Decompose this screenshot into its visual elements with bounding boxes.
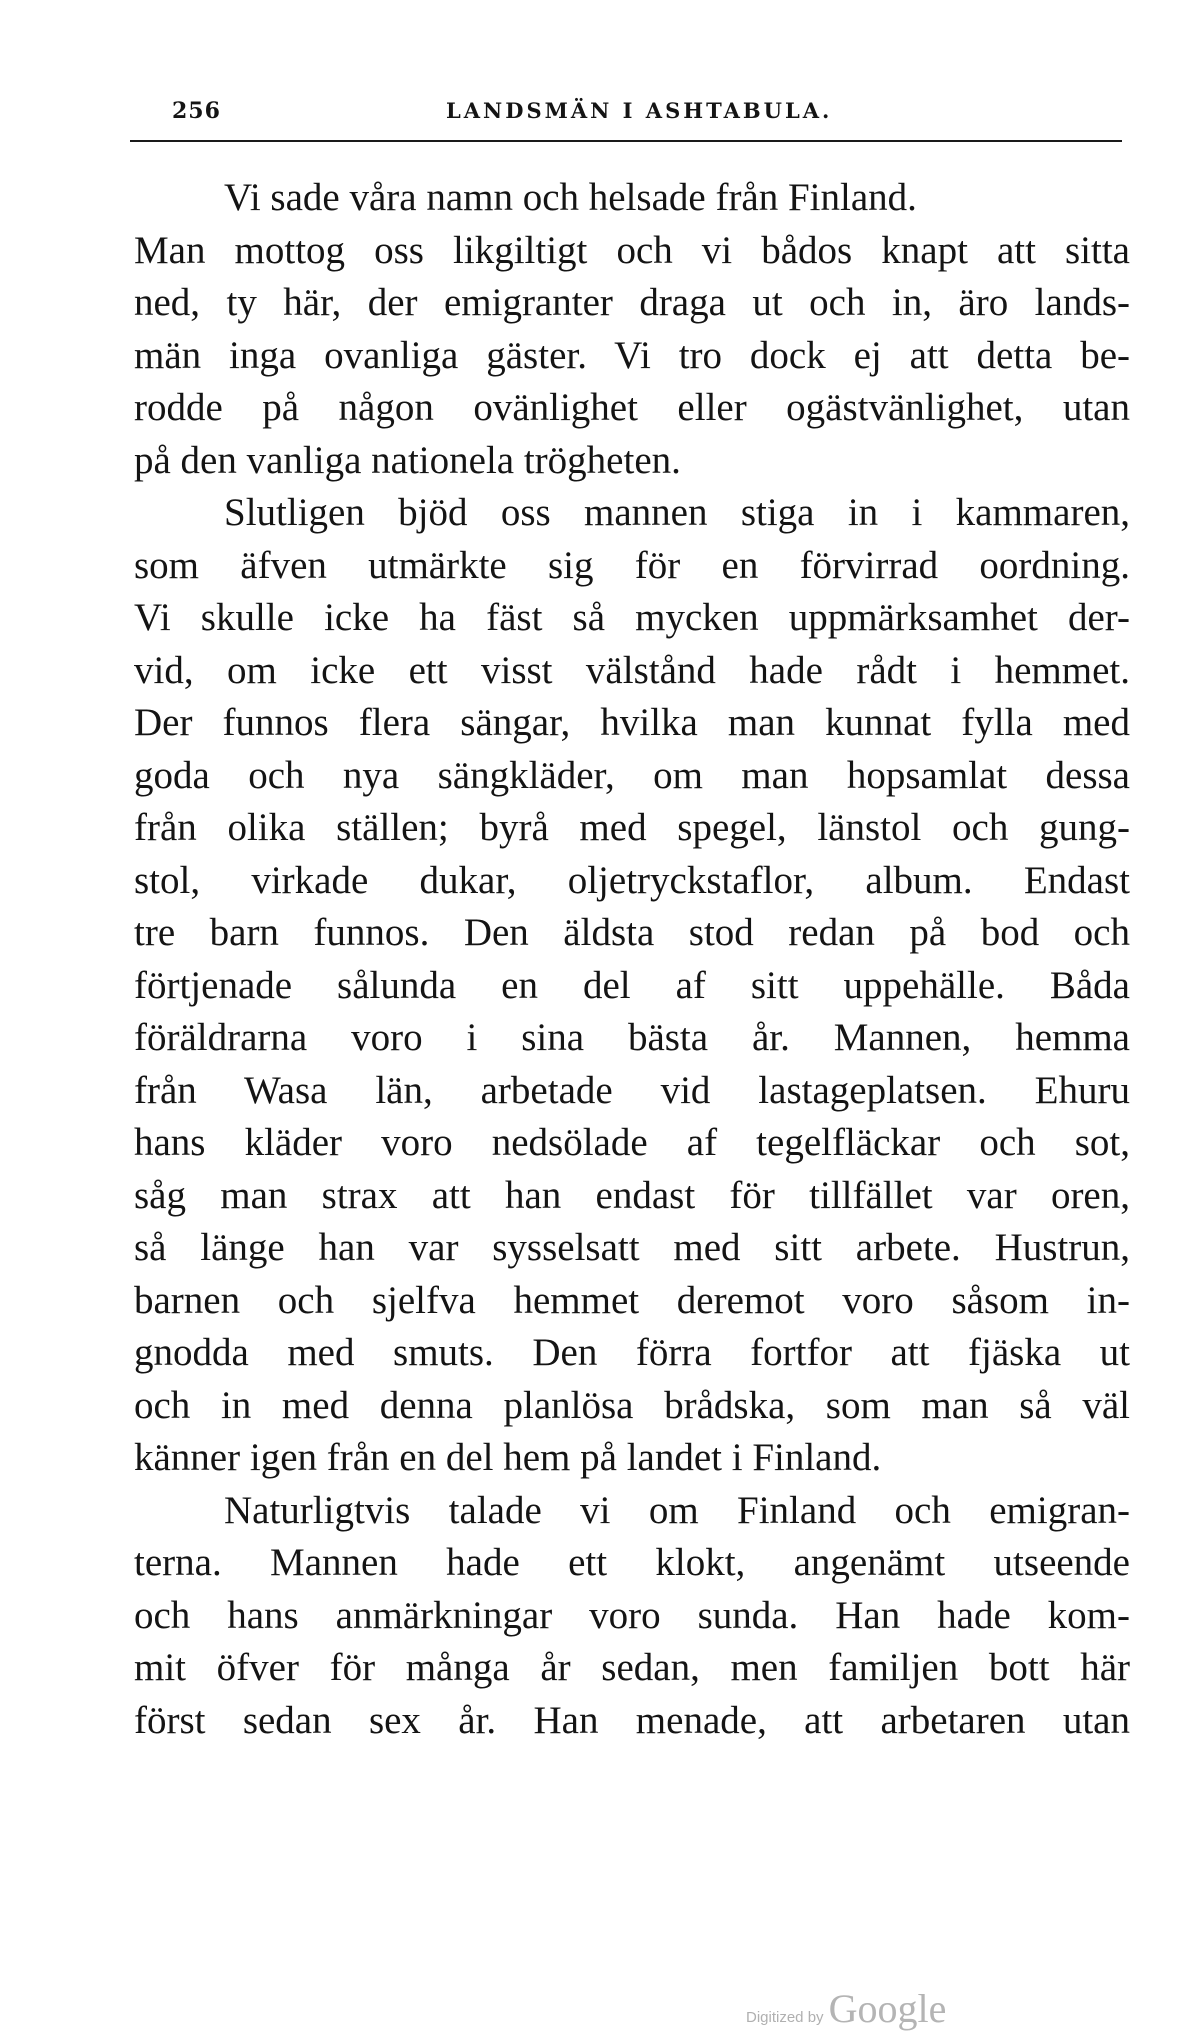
text-line: och in med denna planlösa brådska, som man så väl	[134, 1383, 1130, 1427]
text-line: ned, ty här, der emigranter draga ut och in, äro lands-	[134, 281, 1130, 324]
text-line: terna. Mannen hade ett klokt, angenämt utseende	[134, 1541, 1130, 1584]
text-line: från Wasa län, arbetade vid lastageplatsen. Ehuru	[134, 1068, 1130, 1112]
text-line: såg man strax att han endast för tillfället var oren,	[134, 1173, 1130, 1217]
text-line: goda och nya sängkläder, om man hopsamlat dessa	[134, 753, 1130, 797]
text-line: män inga ovanliga gäster. Vi tro dock ej att detta be-	[134, 333, 1130, 377]
google-logo: Google	[828, 1986, 947, 2031]
text-line: och hans anmärkningar voro sunda. Han hade kom-	[134, 1593, 1130, 1637]
digitized-label: Digitized by	[746, 2009, 824, 2026]
text-line: först sedan sex år. Han menade, att arbetaren utan	[134, 1698, 1130, 1742]
text-line: Man mottog oss likgiltigt och vi bådos knapt att sitta	[134, 228, 1130, 272]
text-line: mit öfver för många år sedan, men familjen bott här	[134, 1646, 1130, 1689]
text-line: som äfven utmärkte sig för en förvirrad oordning.	[134, 543, 1130, 587]
running-head: LANDSMÄN I ASHTABULA.	[446, 98, 833, 123]
body-text	[134, 172, 1130, 1747]
text-line: på den vanliga nationela trögheten.	[134, 438, 681, 482]
text-line: förtjenade sålunda en del af sitt uppehälle. Båda	[134, 963, 1130, 1007]
text-line: Naturligtvis talade vi om Finland och emigran-	[224, 1488, 1130, 1532]
digitized-by-google-watermark	[746, 1985, 947, 2031]
text-line: Vi sade våra namn och helsade från Finland.	[224, 176, 917, 219]
text-line: vid, om icke ett visst välstånd hade rådt i hemmet.	[134, 648, 1130, 692]
text-line: så länge han var sysselsatt med sitt arbete. Hustrun,	[134, 1226, 1130, 1269]
text-line: Der funnos flera sängar, hvilka man kunnat fylla med	[134, 701, 1130, 744]
text-line: rodde på någon ovänlighet eller ogästvänlighet, utan	[134, 386, 1130, 429]
page-number: 256	[172, 98, 221, 124]
header-rule	[130, 140, 1122, 142]
text-line: tre barn funnos. Den äldsta stod redan på bod och	[134, 911, 1130, 954]
page-header	[132, 98, 1122, 132]
text-line: stol, virkade dukar, oljetryckstaflor, album. Endast	[134, 858, 1130, 902]
text-line: från olika ställen; byrå med spegel, länstol och gung-	[134, 806, 1130, 849]
text-line: barnen och sjelfva hemmet deremot voro såsom in-	[134, 1278, 1130, 1322]
text-line: känner igen från en del hem på landet i Finland.	[134, 1436, 882, 1479]
text-line: gnodda med smuts. Den förra fortfor att fjäska ut	[134, 1331, 1130, 1374]
text-line: hans kläder voro nedsölade af tegelfläckar och sot,	[134, 1121, 1130, 1164]
text-line: Slutligen bjöd oss mannen stiga in i kammaren,	[224, 491, 1130, 534]
text-line: Vi skulle icke ha fäst så mycken uppmärksamhet der-	[134, 596, 1130, 639]
text-line: föräldrarna voro i sina bästa år. Mannen, hemma	[134, 1016, 1130, 1059]
